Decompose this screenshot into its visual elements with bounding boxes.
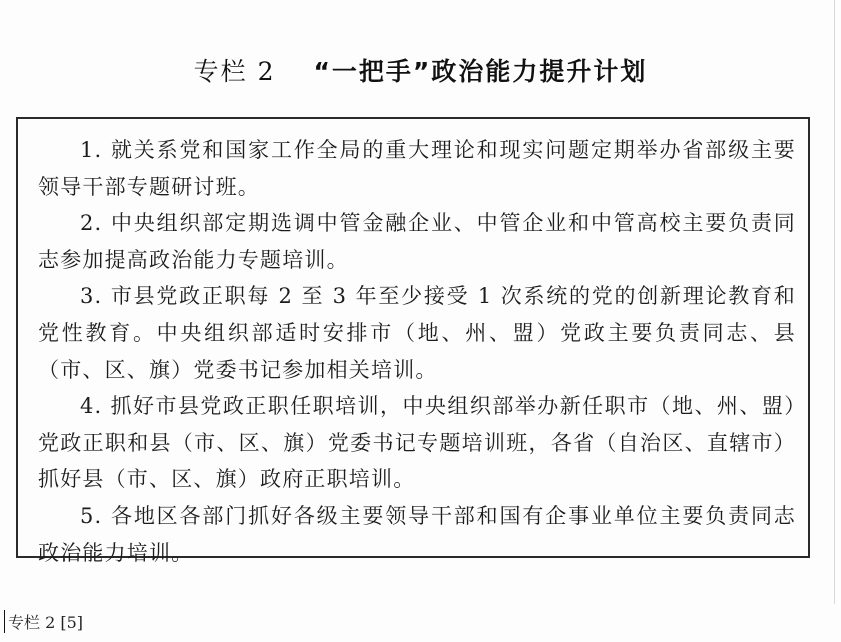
column-title — [0, 52, 841, 88]
plan-item-2: 2. 中央组织部定期选调中管金融企业、中管企业和中管高校主要负责同志参加提高政治能力专题培训。 — [38, 211, 796, 272]
page-edge-line — [834, 0, 835, 604]
column-box — [16, 117, 810, 565]
plan-item-3: 3. 市县党政正职每 2 至 3 年至少接受 1 次系统的党的创新理论教育和党性教育。中央组织部适时安排市（地、州、盟）党政主要负责同志、县（市、区、旗）党委书记参加相关培训。 — [38, 284, 796, 382]
column-number: 专栏 2 — [193, 57, 276, 86]
image-caption: 专栏 2 [5] — [4, 610, 83, 633]
column-title-text: “一把手”政治能力提升计划 — [313, 57, 648, 86]
plan-item-4: 4. 抓好市县党政正职任职培训，中央组织部举办新任职市（地、州、盟）党政正职和县（市、区、旗）党委书记专题培训班，各省（自治区、直辖市）抓好县（市、区、旗）政府正职培训。 — [38, 394, 796, 492]
plan-item-1: 1. 就关系党和国家工作全局的重大理论和现实问题定期举办省部级主要领导干部专题研讨班。 — [38, 138, 796, 199]
plan-item-5: 5. 各地区各部门抓好各级主要领导干部和国有企事业单位主要负责同志政治能力培训。 — [38, 503, 796, 565]
